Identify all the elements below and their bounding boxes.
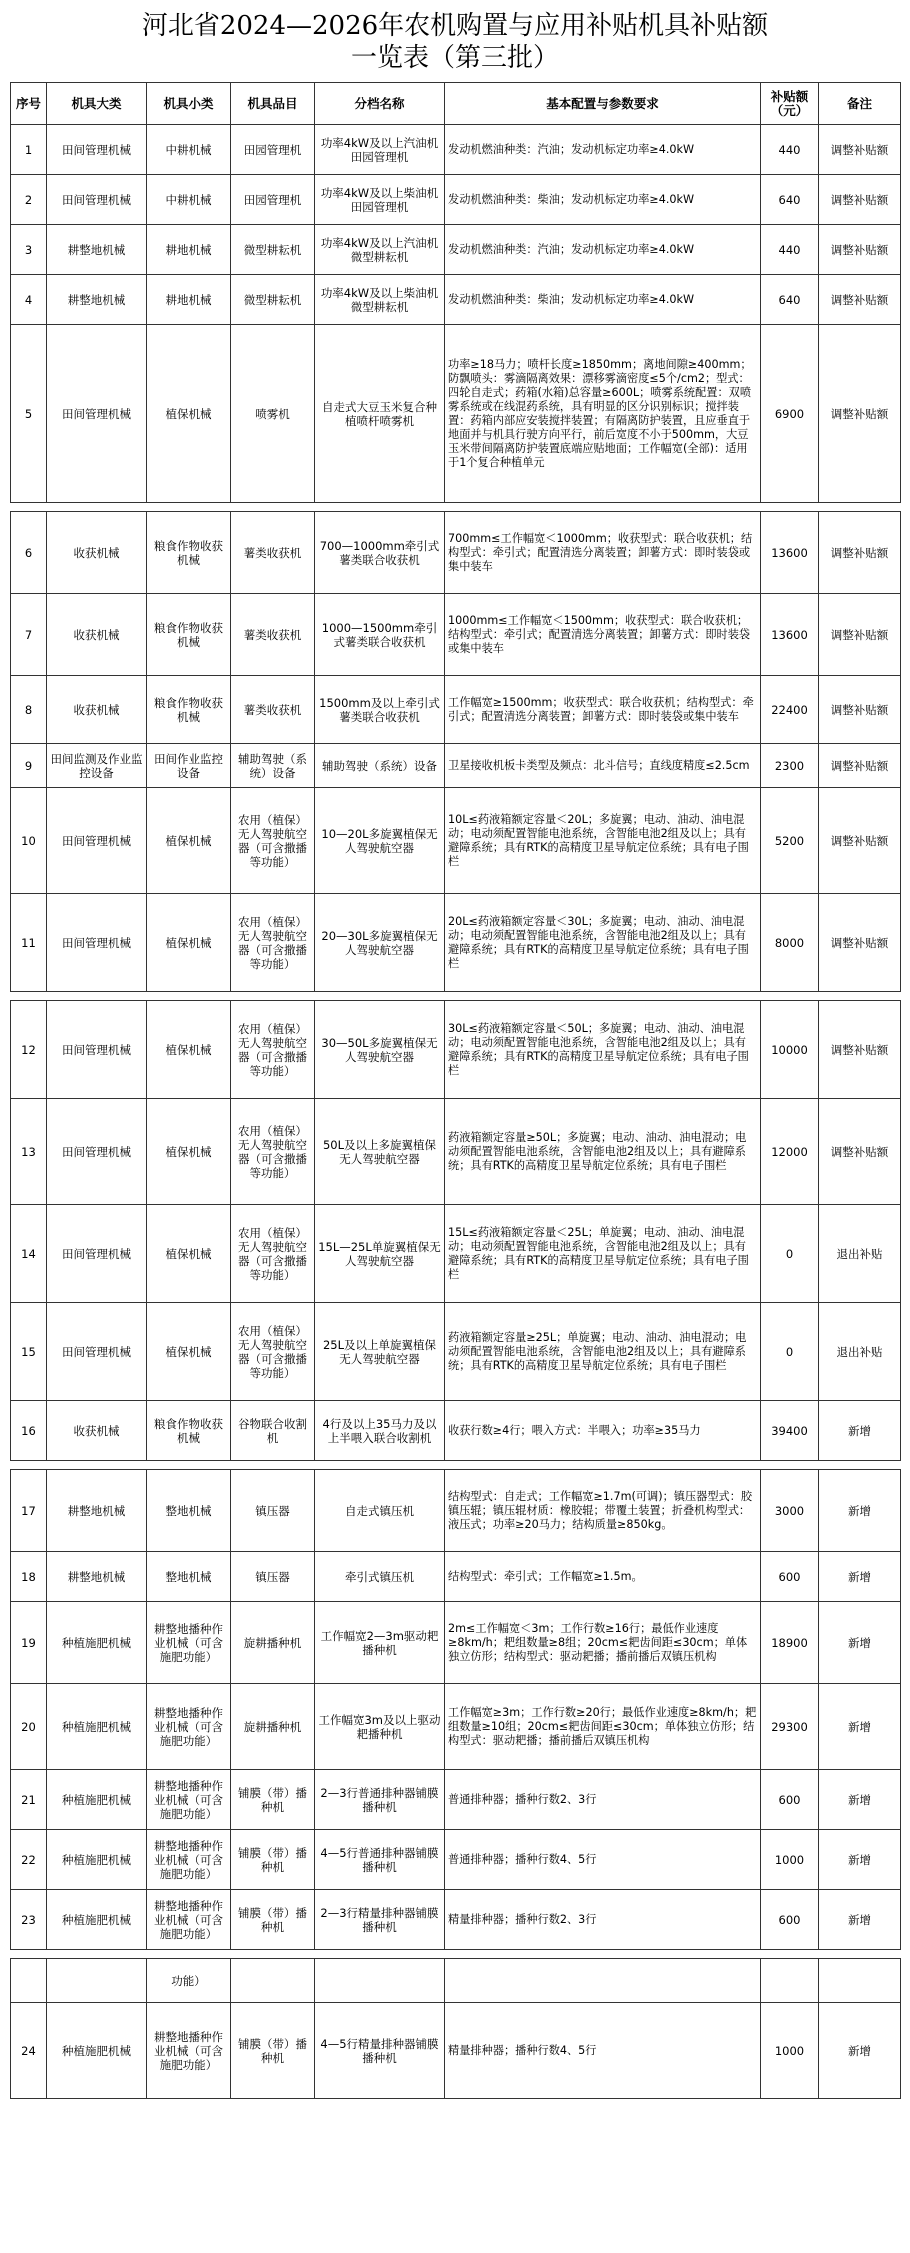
header-item: 机具品目 [231,83,315,125]
cell-note: 新增 [819,1552,901,1602]
cell-tier: 牵引式镇压机 [315,1552,445,1602]
table-row [11,512,901,594]
cell-amount: 1000 [761,2003,819,2099]
cell-seq: 3 [11,225,47,275]
cell-note: 调整补贴额 [819,175,901,225]
cell-tier: 功率4kW及以上汽油机田园管理机 [315,125,445,175]
cell-category: 种植施肥机械 [47,1830,147,1890]
cell-note: 调整补贴额 [819,325,901,503]
cell-amount: 18900 [761,1602,819,1684]
cell-item: 旋耕播种机 [231,1602,315,1684]
cell-tier: 1500mm及以上牵引式薯类联合收获机 [315,676,445,744]
table-row [11,1099,901,1205]
cell-config: 发动机燃油种类：柴油；发动机标定功率≥4.0kW [445,275,761,325]
cell-category: 种植施肥机械 [47,1890,147,1950]
table-row [11,1552,901,1602]
cell-note: 新增 [819,1830,901,1890]
cell-config: 功率≥18马力；喷杆长度≥1850mm；离地间隙≥400mm；防飘喷头：雾滴隔离效果：漂移雾滴密度≤5个/cm2；型式：四轮自走式；药箱(水箱)总容量≥600L；喷雾系统配置：双喷雾系统或在线混药系统，具有明显的区分识别标识；搅拌装置：药箱内部应安装搅拌装置；有隔离防护装置，且应垂直于地面并与机具行驶方向平行，前后宽度不小于500mm，大豆玉米带间隔离防护装置底端应贴地面；工作幅宽(全部)：适用于1个复合种植单元 [445,325,761,503]
cell-subcategory: 中耕机械 [147,175,231,225]
cell-item: 谷物联合收割机 [231,1401,315,1461]
cell-config: 卫星接收机板卡类型及频点：北斗信号；直线度精度≤2.5cm [445,744,761,788]
cell-note: 调整补贴额 [819,1001,901,1099]
header-tier: 分档名称 [315,83,445,125]
cell-subcategory: 田间作业监控设备 [147,744,231,788]
cell-seq: 1 [11,125,47,175]
cell-subcategory: 整地机械 [147,1552,231,1602]
cell-subcategory: 粮食作物收获机械 [147,1401,231,1461]
header-config: 基本配置与参数要求 [445,83,761,125]
cell-item: 田园管理机 [231,125,315,175]
cell-seq: 20 [11,1684,47,1770]
table-row [11,1303,901,1401]
cell-seq: 19 [11,1602,47,1684]
cell-subcategory: 植保机械 [147,1099,231,1205]
cell-config: 30L≤药液箱额定容量＜50L；多旋翼；电动、油动、油电混动；电动须配置智能电池系统，含智能电池2组及以上；具有避障系统；具有RTK的高精度卫星导航定位系统；具有电子围栏 [445,1001,761,1099]
cell-tier: 15L—25L单旋翼植保无人驾驶航空器 [315,1205,445,1303]
cell-tier: 700—1000mm牵引式薯类联合收获机 [315,512,445,594]
cell-config: 2m≤工作幅宽＜3m；工作行数≥16行；最低作业速度≥8km/h；耙组数量≥8组；20cm≤耙齿间距≤30cm；单体独立仿形；结构型式：驱动耙播；播前播后双镇压机构 [445,1602,761,1684]
cell-amount: 0 [761,1205,819,1303]
cell-subcategory: 耕整地播种作业机械（可含施肥功能） [147,2003,231,2099]
table-row [11,1770,901,1830]
cell-item: 辅助驾驶（系统）设备 [231,744,315,788]
cell-note: 调整补贴额 [819,512,901,594]
cell-config: 发动机燃油种类：汽油；发动机标定功率≥4.0kW [445,125,761,175]
cell-seq: 12 [11,1001,47,1099]
cell-category: 耕整地机械 [47,1470,147,1552]
table-row [11,1602,901,1684]
cell-note: 新增 [819,1684,901,1770]
cell-item: 旋耕播种机 [231,1684,315,1770]
cell-amount: 2300 [761,744,819,788]
cell-category: 收获机械 [47,1401,147,1461]
cell-seq: 7 [11,594,47,676]
cell-amount: 39400 [761,1401,819,1461]
cell-item: 微型耕耘机 [231,275,315,325]
cell-subcategory: 植保机械 [147,1205,231,1303]
cell-note: 新增 [819,1890,901,1950]
page-break-spacer [11,1461,901,1470]
cell-subcategory: 耕整地播种作业机械（可含施肥功能） [147,1770,231,1830]
cell-config: 结构型式：牵引式；工作幅宽≥1.5m。 [445,1552,761,1602]
cell-seq: 6 [11,512,47,594]
cell-amount: 8000 [761,894,819,992]
cell-config: 结构型式：自走式；工作幅宽≥1.7m(可调)；镇压器型式：胶镇压辊；镇压辊材质：橡胶辊；带覆土装置；折叠机构型式：液压式；功率≥20马力；结构质量≥850kg。 [445,1470,761,1552]
continuation-row [11,1959,901,2003]
cell-note: 调整补贴额 [819,894,901,992]
cell-config: 工作幅宽≥1500mm；收获型式：联合收获机；结构型式：牵引式；配置清选分离装置；卸薯方式：即时装袋或集中装车 [445,676,761,744]
table-row [11,1205,901,1303]
cell-subcategory: 耕整地播种作业机械（可含施肥功能） [147,1890,231,1950]
header-category: 机具大类 [47,83,147,125]
cell-category: 田间监测及作业监控设备 [47,744,147,788]
table-row [11,1001,901,1099]
table-row [11,1890,901,1950]
cell-amount: 640 [761,275,819,325]
cell-note: 调整补贴额 [819,1099,901,1205]
cell-seq: 5 [11,325,47,503]
table-row [11,1401,901,1461]
cell-subcategory: 中耕机械 [147,125,231,175]
cell-amount: 0 [761,1303,819,1401]
cell-note: 退出补贴 [819,1205,901,1303]
table-row [11,125,901,175]
cell-tier: 功率4kW及以上柴油机微型耕耘机 [315,275,445,325]
cell-category: 田间管理机械 [47,788,147,894]
cell-tier: 50L及以上多旋翼植保无人驾驶航空器 [315,1099,445,1205]
cell-tier: 4行及以上35马力及以上半喂入联合收割机 [315,1401,445,1461]
empty-cell [315,1959,445,2003]
cell-tier: 20—30L多旋翼植保无人驾驶航空器 [315,894,445,992]
cell-item: 薯类收获机 [231,594,315,676]
cell-item: 田园管理机 [231,175,315,225]
cell-config: 20L≤药液箱额定容量＜30L；多旋翼；电动、油动、油电混动；电动须配置智能电池系统，含智能电池2组及以上；具有避障系统；具有RTK的高精度卫星导航定位系统；具有电子围栏 [445,894,761,992]
page [10,0,900,2099]
cell-seq: 4 [11,275,47,325]
page-break-gap [11,992,901,1001]
cell-note: 调整补贴额 [819,788,901,894]
cell-config: 收获行数≥4行；喂入方式：半喂入；功率≥35马力 [445,1401,761,1461]
cell-note: 调整补贴额 [819,225,901,275]
cell-note: 新增 [819,1401,901,1461]
table-row [11,1470,901,1552]
cell-category: 田间管理机械 [47,1205,147,1303]
cell-category: 田间管理机械 [47,1099,147,1205]
cell-note: 新增 [819,1602,901,1684]
cell-note: 调整补贴额 [819,275,901,325]
cell-category: 种植施肥机械 [47,1684,147,1770]
header-row [11,83,901,125]
cell-config: 普通排种器；播种行数2、3行 [445,1770,761,1830]
page-break-spacer [11,1950,901,1959]
cell-tier: 功率4kW及以上汽油机微型耕耘机 [315,225,445,275]
cell-seq: 22 [11,1830,47,1890]
cell-subcategory: 耕地机械 [147,225,231,275]
cell-tier: 自走式大豆玉米复合种植喷杆喷雾机 [315,325,445,503]
cell-item: 农用（植保）无人驾驶航空器（可含撒播等功能） [231,1303,315,1401]
empty-cell [761,1959,819,2003]
cell-category: 耕整地机械 [47,225,147,275]
cell-item: 农用（植保）无人驾驶航空器（可含撒播等功能） [231,1099,315,1205]
subsidy-table [10,82,901,2099]
cell-subcategory: 整地机械 [147,1470,231,1552]
cell-subcategory: 耕整地播种作业机械（可含施肥功能） [147,1830,231,1890]
cell-category: 田间管理机械 [47,894,147,992]
table-row [11,175,901,225]
page-break-gap [11,1950,901,1959]
cell-note: 调整补贴额 [819,594,901,676]
cell-amount: 600 [761,1552,819,1602]
cell-category: 田间管理机械 [47,1303,147,1401]
cell-item: 喷雾机 [231,325,315,503]
cell-item: 农用（植保）无人驾驶航空器（可含撒播等功能） [231,1001,315,1099]
cell-seq: 16 [11,1401,47,1461]
page-break-spacer [11,992,901,1001]
page-break-gap [11,1461,901,1470]
cell-seq: 2 [11,175,47,225]
table-row [11,788,901,894]
cell-item: 薯类收获机 [231,676,315,744]
table-row [11,894,901,992]
cell-seq: 15 [11,1303,47,1401]
cell-amount: 640 [761,175,819,225]
header-seq: 序号 [11,83,47,125]
cell-item: 铺膜（带）播种机 [231,1770,315,1830]
header-subcategory: 机具小类 [147,83,231,125]
cell-tier: 4—5行普通排种器铺膜播种机 [315,1830,445,1890]
cell-tier: 2—3行精量排种器铺膜播种机 [315,1890,445,1950]
cell-item: 铺膜（带）播种机 [231,1830,315,1890]
cell-item: 薯类收获机 [231,512,315,594]
cell-amount: 600 [761,1770,819,1830]
empty-cell [445,1959,761,2003]
cell-item: 微型耕耘机 [231,225,315,275]
table-row [11,275,901,325]
cell-subcategory: 植保机械 [147,1001,231,1099]
page-break-spacer [11,503,901,512]
cell-tier: 10—20L多旋翼植保无人驾驶航空器 [315,788,445,894]
cell-config: 工作幅宽≥3m；工作行数≥20行；最低作业速度≥8km/h；耙组数量≥10组；20cm≤耙齿间距≤30cm；单体独立仿形；结构型式：驱动耙播；播前播后双镇压机构 [445,1684,761,1770]
cell-amount: 12000 [761,1099,819,1205]
cell-config: 15L≤药液箱额定容量＜25L；单旋翼；电动、油动、油电混动；电动须配置智能电池系统，含智能电池2组及以上；具有避障系统；具有RTK的高精度卫星导航定位系统；具有电子围栏 [445,1205,761,1303]
cell-subcategory: 耕地机械 [147,275,231,325]
cell-seq: 14 [11,1205,47,1303]
cell-note: 调整补贴额 [819,744,901,788]
cell-category: 田间管理机械 [47,325,147,503]
cell-item: 镇压器 [231,1552,315,1602]
table-row [11,1684,901,1770]
cell-subcategory: 粮食作物收获机械 [147,512,231,594]
cell-amount: 5200 [761,788,819,894]
cell-amount: 29300 [761,1684,819,1770]
cell-config: 精量排种器；播种行数2、3行 [445,1890,761,1950]
cell-amount: 440 [761,125,819,175]
cell-note: 新增 [819,2003,901,2099]
cell-category: 收获机械 [47,676,147,744]
cell-seq: 17 [11,1470,47,1552]
table-row [11,225,901,275]
document-title [10,0,900,82]
cell-amount: 600 [761,1890,819,1950]
cell-note: 调整补贴额 [819,676,901,744]
cell-seq: 24 [11,2003,47,2099]
cell-config: 发动机燃油种类：柴油；发动机标定功率≥4.0kW [445,175,761,225]
cell-category: 收获机械 [47,594,147,676]
cell-tier: 2—3行普通排种器铺膜播种机 [315,1770,445,1830]
cell-note: 调整补贴额 [819,125,901,175]
table-row [11,744,901,788]
cell-tier: 30—50L多旋翼植保无人驾驶航空器 [315,1001,445,1099]
cell-amount: 1000 [761,1830,819,1890]
title-line-2: 一览表（第三批） [350,43,559,73]
cell-subcategory: 耕整地播种作业机械（可含施肥功能） [147,1684,231,1770]
cell-item: 铺膜（带）播种机 [231,1890,315,1950]
table-row [11,2003,901,2099]
cell-category: 田间管理机械 [47,175,147,225]
cell-seq: 23 [11,1890,47,1950]
empty-cell [11,1959,47,2003]
cell-tier: 4—5行精量排种器铺膜播种机 [315,2003,445,2099]
cell-tier: 25L及以上单旋翼植保无人驾驶航空器 [315,1303,445,1401]
cell-category: 田间管理机械 [47,1001,147,1099]
cell-amount: 13600 [761,512,819,594]
cell-note: 退出补贴 [819,1303,901,1401]
empty-cell [231,1959,315,2003]
cell-config: 700mm≤工作幅宽＜1000mm；收获型式：联合收获机；结构型式：牵引式；配置清选分离装置；卸薯方式：即时装袋或集中装车 [445,512,761,594]
cell-seq: 21 [11,1770,47,1830]
cell-seq: 18 [11,1552,47,1602]
cell-config: 药液箱额定容量≥25L；单旋翼；电动、油动、油电混动；电动须配置智能电池系统，含智能电池2组及以上；具有避障系统；具有RTK的高精度卫星导航定位系统；具有电子围栏 [445,1303,761,1401]
continuation-text: 功能） [147,1959,231,2003]
empty-cell [47,1959,147,2003]
cell-item: 农用（植保）无人驾驶航空器（可含撒播等功能） [231,788,315,894]
cell-amount: 13600 [761,594,819,676]
cell-seq: 10 [11,788,47,894]
table-row [11,325,901,503]
cell-category: 种植施肥机械 [47,1602,147,1684]
cell-subcategory: 植保机械 [147,894,231,992]
empty-cell [819,1959,901,2003]
cell-item: 农用（植保）无人驾驶航空器（可含撒播等功能） [231,894,315,992]
cell-config: 药液箱额定容量≥50L；多旋翼；电动、油动、油电混动；电动须配置智能电池系统，含智能电池2组及以上；具有避障系统；具有RTK的高精度卫星导航定位系统；具有电子围栏 [445,1099,761,1205]
cell-amount: 3000 [761,1470,819,1552]
cell-item: 镇压器 [231,1470,315,1552]
cell-subcategory: 耕整地播种作业机械（可含施肥功能） [147,1602,231,1684]
cell-category: 耕整地机械 [47,275,147,325]
cell-tier: 工作幅宽2—3m驱动耙播种机 [315,1602,445,1684]
cell-subcategory: 植保机械 [147,1303,231,1401]
cell-category: 种植施肥机械 [47,2003,147,2099]
cell-config: 精量排种器；播种行数4、5行 [445,2003,761,2099]
cell-config: 发动机燃油种类：汽油；发动机标定功率≥4.0kW [445,225,761,275]
cell-config: 1000mm≤工作幅宽＜1500mm；收获型式：联合收获机；结构型式：牵引式；配置清选分离装置；卸薯方式：即时装袋或集中装车 [445,594,761,676]
table-body [11,125,901,2099]
page-break-gap [11,503,901,512]
cell-seq: 9 [11,744,47,788]
cell-item: 农用（植保）无人驾驶航空器（可含撒播等功能） [231,1205,315,1303]
cell-tier: 辅助驾驶（系统）设备 [315,744,445,788]
cell-subcategory: 粮食作物收获机械 [147,676,231,744]
cell-amount: 6900 [761,325,819,503]
cell-subcategory: 植保机械 [147,325,231,503]
cell-tier: 工作幅宽3m及以上驱动耙播种机 [315,1684,445,1770]
header-note: 备注 [819,83,901,125]
cell-note: 新增 [819,1770,901,1830]
title-line-1: 河北省2024—2026年农机购置与应用补贴机具补贴额 [141,11,769,41]
cell-category: 收获机械 [47,512,147,594]
cell-subcategory: 植保机械 [147,788,231,894]
table-row [11,676,901,744]
cell-amount: 22400 [761,676,819,744]
cell-amount: 10000 [761,1001,819,1099]
cell-seq: 8 [11,676,47,744]
header-amount: 补贴额（元） [761,83,819,125]
cell-amount: 440 [761,225,819,275]
cell-tier: 功率4kW及以上柴油机田园管理机 [315,175,445,225]
cell-seq: 11 [11,894,47,992]
cell-category: 田间管理机械 [47,125,147,175]
cell-config: 10L≤药液箱额定容量＜20L；多旋翼；电动、油动、油电混动；电动须配置智能电池系统，含智能电池2组及以上；具有避障系统；具有RTK的高精度卫星导航定位系统；具有电子围栏 [445,788,761,894]
cell-category: 耕整地机械 [47,1552,147,1602]
cell-item: 铺膜（带）播种机 [231,2003,315,2099]
cell-note: 新增 [819,1470,901,1552]
cell-seq: 13 [11,1099,47,1205]
table-row [11,594,901,676]
cell-tier: 自走式镇压机 [315,1470,445,1552]
cell-subcategory: 粮食作物收获机械 [147,594,231,676]
cell-tier: 1000—1500mm牵引式薯类联合收获机 [315,594,445,676]
cell-category: 种植施肥机械 [47,1770,147,1830]
cell-config: 普通排种器；播种行数4、5行 [445,1830,761,1890]
table-row [11,1830,901,1890]
